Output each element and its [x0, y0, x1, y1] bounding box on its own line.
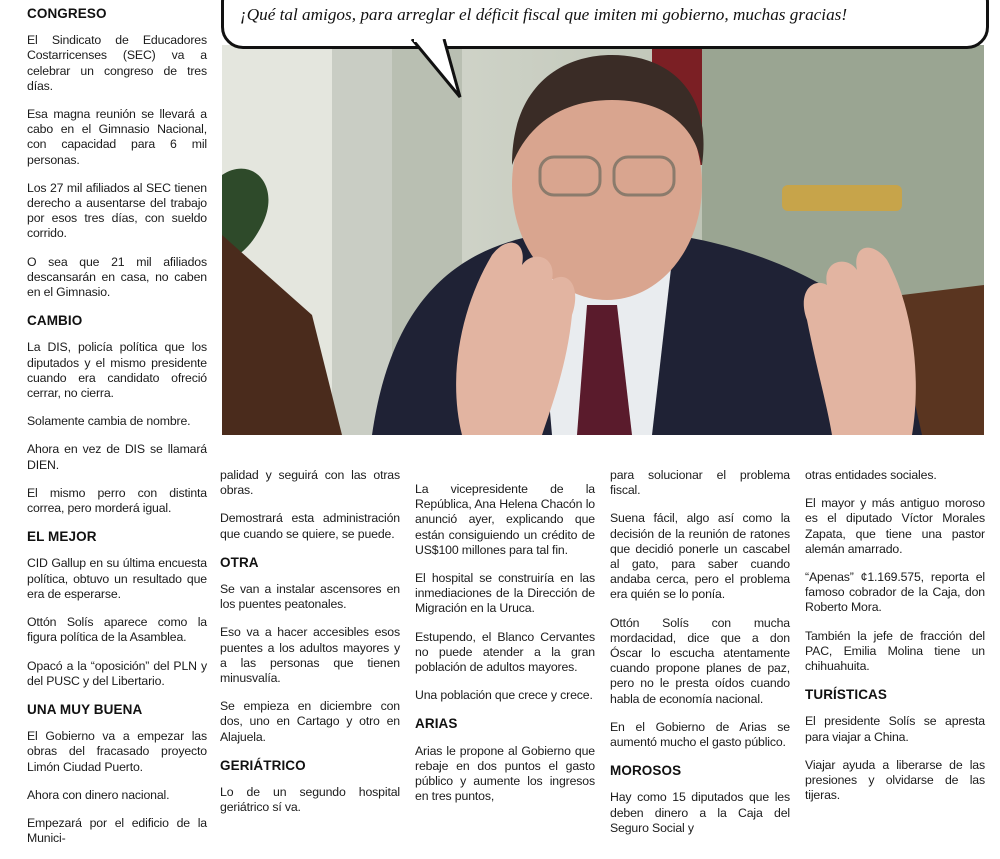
heading-el-mejor: EL MEJOR — [27, 529, 97, 545]
cambio-paragraph: El mismo perro con distinta correa, pero morderá igual. — [27, 485, 207, 516]
otra-paragraph: Se van a instalar ascensores en los puentes peatonales. — [220, 582, 400, 612]
continuation-paragraph: palidad y seguirá con las otras obras. — [220, 468, 400, 498]
el-mejor-paragraph: CID Gallup en su última encuesta política, obtuvo un resultado que era de esperarse. — [27, 556, 207, 601]
continuation-paragraph: para solucionar el problema fiscal. — [610, 468, 790, 498]
paragraph: La vicepresidente de la República, Ana Helena Chacón lo anunció ayer, explicando que están consiguiendo un crédito de US$100 millones para tal fin. — [415, 482, 595, 557]
cambio-paragraph: Ahora en vez de DIS se llamará DIEN. — [27, 442, 207, 472]
heading-otra: OTRA — [220, 554, 259, 570]
paragraph: Suena fácil, algo así como la decisión de la reunión de ratones que decidió ponerle un cascabel al gato, para saber cuando andaba cerca, pero el problema era quién se lo ponía. — [610, 511, 790, 602]
otra-paragraph: Se empieza en diciembre con dos, uno en Cartago y otro en Alajuela. — [220, 699, 400, 744]
paragraph: También la jefe de fracción del PAC, Emilia Molina tiene un chihuahuita. — [805, 628, 985, 674]
heading-cambio: CAMBIO — [27, 313, 83, 329]
paragraph: En el Gobierno de Arias se aumentó mucho el gasto público. — [610, 719, 790, 750]
paragraph: Estupendo, el Blanco Cervantes no puede atender a la gran población de adultos mayores. — [415, 629, 595, 675]
man-gesturing-illustration — [222, 45, 984, 435]
turisticas-paragraph: El presidente Solís se apresta para viajar a China. — [805, 714, 985, 744]
heading-geriatrico: GERIÁTRICO — [220, 757, 306, 773]
congreso-paragraph: Esa magna reunión se llevará a cabo en el Gimnasio Nacional, con capacidad para 6 mil personas. — [27, 107, 207, 167]
el-mejor-paragraph: Opacó a la “oposición” del PLN y del PUSC y del Libertario. — [27, 658, 207, 688]
congreso-paragraph: El Sindicato de Educadores Costarricenses (SEC) va a celebrar un congreso de tres días. — [27, 33, 207, 93]
left-column — [27, 6, 207, 859]
congreso-paragraph: O sea que 21 mil afiliados descansarán en casa, no caben en el Gimnasio. — [27, 254, 207, 300]
cambio-paragraph: La DIS, policía política que los diputados y el mismo presidente cuando era candidato ofreció cerrar, no cierra. — [27, 340, 207, 401]
otra-paragraph: Eso va a hacer accesibles esos puentes a los adultos mayores y a las personas que tienen minusvalía. — [220, 625, 400, 686]
paragraph: El mayor y más antiguo moroso es el diputado Víctor Morales Zapata, que tiene una pastor alemán amarrado. — [805, 496, 985, 556]
paragraph: El hospital se construiría en las inmediaciones de la Dirección de Migración en la Uruca. — [415, 571, 595, 616]
heading-morosos: MOROSOS — [610, 763, 682, 779]
morosos-paragraph: Hay como 15 diputados que les deben dinero a la Caja del Seguro Social y — [610, 790, 790, 835]
paragraph: Ottón Solís con mucha mordacidad, dice que a don Óscar lo escucha atentamente cuando propone planes de paz, pero no le presta oídos cuando habla de economía nacional. — [610, 615, 790, 706]
column-2 — [220, 468, 400, 828]
arias-paragraph: Arias le propone al Gobierno que rebaje en dos puntos el gasto público y aumente los ingresos en tres puntos, — [415, 743, 595, 804]
speech-bubble-tail — [410, 39, 470, 99]
el-mejor-paragraph: Ottón Solís aparece como la figura política de la Asamblea. — [27, 615, 207, 645]
paragraph: Una población que crece y crece. — [415, 688, 593, 703]
heading-turisticas: TURÍSTICAS — [805, 687, 887, 703]
continuation-paragraph: otras entidades sociales. — [805, 468, 937, 482]
paragraph: Demostrará esta administración que cuando se quiere, se puede. — [220, 511, 400, 541]
una-muy-buena-paragraph: El Gobierno va a empezar las obras del fracasado proyecto Limón Ciudad Puerto. — [27, 729, 207, 774]
column-3 — [415, 482, 595, 817]
speech-bubble — [221, 0, 989, 49]
paragraph: “Apenas” ¢1.169.575, reporta el famoso cobrador de la Caja, don Roberto Mora. — [805, 570, 985, 615]
heading-arias: ARIAS — [415, 716, 458, 732]
column-4 — [610, 468, 790, 849]
una-muy-buena-paragraph: Ahora con dinero nacional. — [27, 787, 170, 802]
column-5 — [805, 468, 985, 816]
una-muy-buena-paragraph: Empezará por el edificio de la Munici- — [27, 815, 207, 846]
congreso-paragraph: Los 27 mil afiliados al SEC tienen derecho a ausentarse del trabajo por esos tres días, con sueldo corrido. — [27, 180, 207, 241]
speech-bubble-text: ¡Qué tal amigos, para arreglar el déficit fiscal que imiten mi gobierno, muchas gracias! — [240, 5, 848, 24]
turisticas-paragraph: Viajar ayuda a liberarse de las presiones y olvidarse de las tijeras. — [805, 757, 985, 803]
heading-una-muy-buena: UNA MUY BUENA — [27, 701, 143, 717]
cambio-paragraph: Solamente cambia de nombre. — [27, 414, 191, 429]
geriatrico-paragraph: Lo de un segundo hospital geriátrico sí va. — [220, 785, 400, 815]
president-photo — [222, 45, 984, 435]
heading-congreso: CONGRESO — [27, 6, 107, 21]
